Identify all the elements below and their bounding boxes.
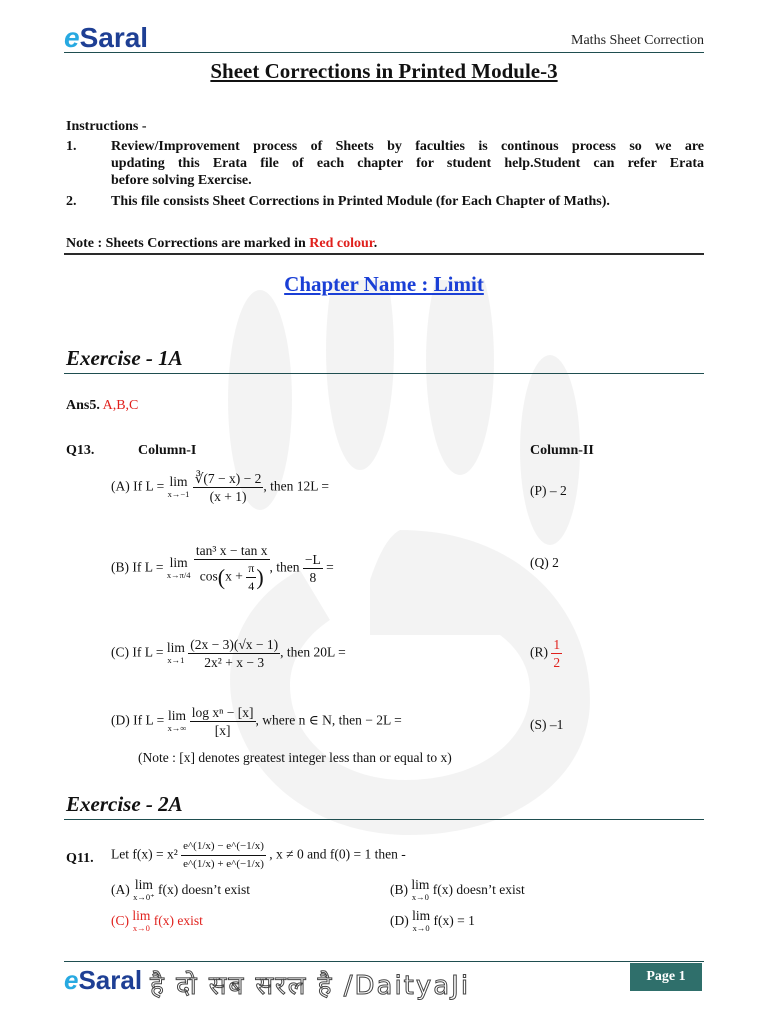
exercise-1a-divider — [64, 373, 704, 374]
limit-operator: lim x→1 — [166, 639, 185, 665]
q11-label: Q11. — [66, 851, 94, 866]
answer-value: A,B,C — [102, 398, 139, 413]
instruction-2-line-1: This file consists Sheet Corrections in Printed Module (for Each Chapter of Maths). — [111, 194, 610, 209]
answer-label: Ans5. — [66, 398, 100, 413]
answer-5 — [66, 397, 138, 414]
header-divider — [64, 52, 704, 53]
q11-option-c-corrected: (C) lim x→0 f(x) exist — [111, 908, 203, 933]
instruction-number-1: 1. — [66, 139, 77, 154]
limit-operator: lim x→−1 — [167, 473, 190, 499]
column-2-q: (Q) 2 — [530, 555, 559, 570]
logo-e: e — [64, 22, 80, 53]
column-1-header: Column-I — [138, 443, 197, 458]
footer-watermark-text: है दो सब सरल है /DaityaJi — [150, 971, 471, 1001]
column-2-p: (P) – 2 — [530, 483, 567, 498]
limit-operator: lim x→0 — [132, 908, 151, 933]
limit-fraction: $\frac{∛(7 - x) - 2}{(x + 1)}$ — [194, 471, 262, 504]
q11-option-b: (B) lim x→0 f(x) doesn’t exist — [390, 877, 525, 902]
q11-fraction: $\frac{e\^{}(1/x) - e\^{}(-1/x)}{e\^{}(1/x) + e\^{}(-1/x)}$ — [183, 840, 264, 870]
q13-option-d: (D) If L = lim x→∞ $\frac{\text{log xⁿ − [x]}}{[x]}$ , where n ∈ N, then − 2L = — [111, 705, 402, 738]
column-2-r: (R) $\frac{1}{2}$ — [530, 637, 561, 670]
instruction-number-2: 2. — [66, 194, 77, 209]
q11-option-a: (A) lim x→0⁺ f(x) doesn’t exist — [111, 877, 250, 902]
limit-operator: lim x→π/4 — [166, 554, 191, 580]
header-title: Maths Sheet Correction — [571, 33, 704, 48]
q11-option-d: (D) lim x→0 f(x) = 1 — [390, 908, 475, 933]
q13-option-b: (B) If L = lim x→π/4 tan³ x − tan x cos(x + $\frac{\pi}{4}$ ) , then $\frac{-L}{8}$ = — [111, 543, 334, 593]
instruction-1-line-3: before solving Exercise. — [111, 173, 252, 188]
page-number-badge: Page 1 — [630, 963, 702, 991]
exercise-2a-title: Exercise - 2A — [66, 792, 183, 816]
limit-fraction: tan³ x − tan x cos(x + $\frac{\pi}{4}$ ) — [195, 543, 268, 593]
limit-fraction: $\frac{(2x - 3)(√x - 1)}{\text{2x² + x − 3}}$ — [190, 637, 279, 670]
q13-option-c: (C) If L = lim x→1 $\frac{(2x - 3)(√x - 1)}{\text{2x² + x − 3}}$ , then 20L = — [111, 637, 346, 670]
note-divider — [64, 253, 704, 255]
note-suffix: . — [373, 236, 378, 251]
instructions-heading: Instructions - — [66, 119, 147, 134]
limit-operator: lim x→∞ — [167, 707, 187, 733]
note-line — [66, 235, 377, 252]
note-red-highlight: Red colour — [309, 236, 374, 251]
logo-saral: Saral — [79, 22, 149, 53]
instruction-1-line-1: Review/Improvement process of Sheets by faculties is continous process so we are — [111, 139, 704, 154]
limit-operator: lim x→0 — [411, 877, 430, 902]
instruction-1-line-2: updating this Erata file of each chapter for student help.Student can refer Erata — [111, 156, 704, 171]
exercise-1a-title: Exercise - 1A — [66, 346, 183, 370]
result-fraction: $\frac{-L}{8}$ — [304, 552, 321, 585]
footer-divider — [64, 961, 704, 962]
limit-operator: lim x→0⁺ — [133, 877, 155, 902]
document-title: Sheet Corrections in Printed Module-3 — [210, 59, 558, 83]
exercise-2a-divider — [64, 819, 704, 820]
note-text: Note : Sheets Corrections are marked in — [66, 236, 310, 251]
q13-note: (Note : [x] denotes greatest integer less than or equal to x) — [138, 750, 452, 765]
esaral-logo — [64, 22, 148, 54]
q13-option-a: (A) If L = lim x→−1 $\frac{∛(7 - x) - 2}{(x + 1)}$ , then 12L = — [111, 471, 329, 504]
column-2-s: (S) –1 — [530, 717, 564, 732]
limit-fraction: $\frac{\text{log xⁿ − [x]}}{[x]}$ — [191, 705, 254, 738]
chapter-name: Chapter Name : Limit — [284, 272, 484, 296]
corrected-fraction: $\frac{1}{2}$ — [553, 637, 561, 670]
column-2-header: Column-II — [530, 443, 594, 458]
q13-label: Q13. — [66, 443, 95, 458]
q11-statement: Let f(x) = x² $\frac{e\^{}(1/x) - e\^{}(-1/x)}{e\^{}(1/x) + e\^{}(-1/x)}$ , x ≠ 0 and f(0) = 1 then - — [111, 838, 406, 873]
limit-operator: lim x→0 — [412, 908, 431, 933]
footer-esaral-logo: eSaral — [64, 965, 143, 995]
